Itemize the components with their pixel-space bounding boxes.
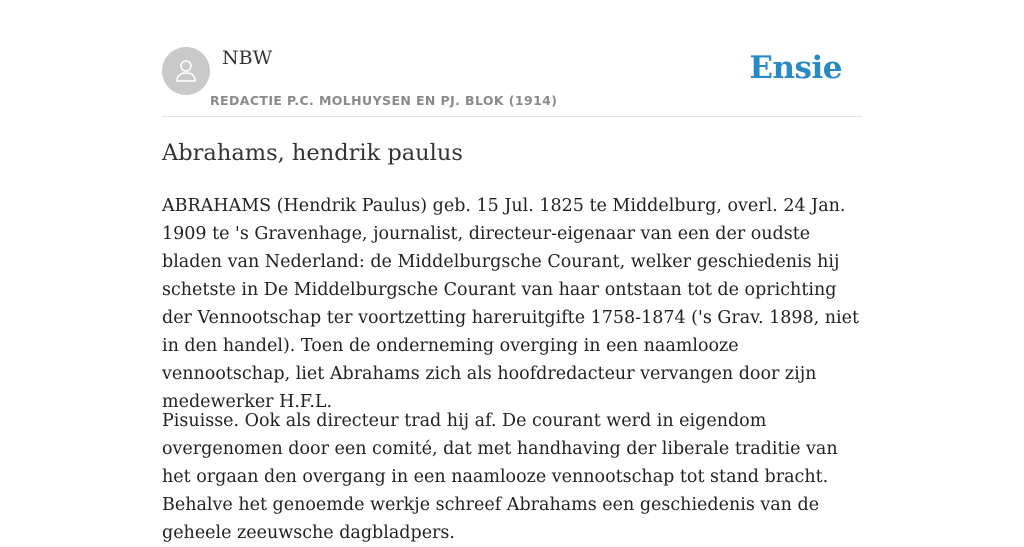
avatar[interactable] — [162, 47, 210, 95]
article-paragraph-2: Pisuisse. Ook als directeur trad hij af. De courant werd in eigendom overgenomen door een comité, dat met handhaving der liberale traditie van het orgaan den overgang in een naamlooze vennootschap tot stand bracht. Behalve het genoemde werkje schreef Abrahams een geschiedenis van de geheele zeeuwsche dagbladpers. — [162, 411, 838, 543]
brand-logo[interactable]: Ensie — [749, 50, 842, 86]
user-icon — [172, 57, 200, 85]
page-container — [162, 0, 862, 543]
author-name[interactable]: NBW — [222, 47, 273, 69]
author-subtitle: REDACTIE P.C. MOLHUYSEN EN PJ. BLOK (1914) — [210, 93, 558, 108]
page-title: Abrahams, hendrik paulus — [162, 140, 463, 166]
article-paragraph-1: ABRAHAMS (Hendrik Paulus) geb. 15 Jul. 1825 te Middelburg, overl. 24 Jan. 1909 te 's Gravenhage, journalist, directeur-eigenaar van een der oudste bladen van Nederland: de Middelburgsche Courant, welker geschiedenis hij schetste in De Middelburgsche Courant van haar ontstaan tot de oprichting der Vennootschap ter voortzetting hareruitgifte 1758-1874 ('s Grav. 1898, niet in den handel). Toen de onderneming overging in een naamlooze vennootschap, liet Abrahams zich als hoofdredacteur vervangen door zijn medewerker H.F.L. — [162, 196, 860, 412]
header — [162, 0, 862, 117]
